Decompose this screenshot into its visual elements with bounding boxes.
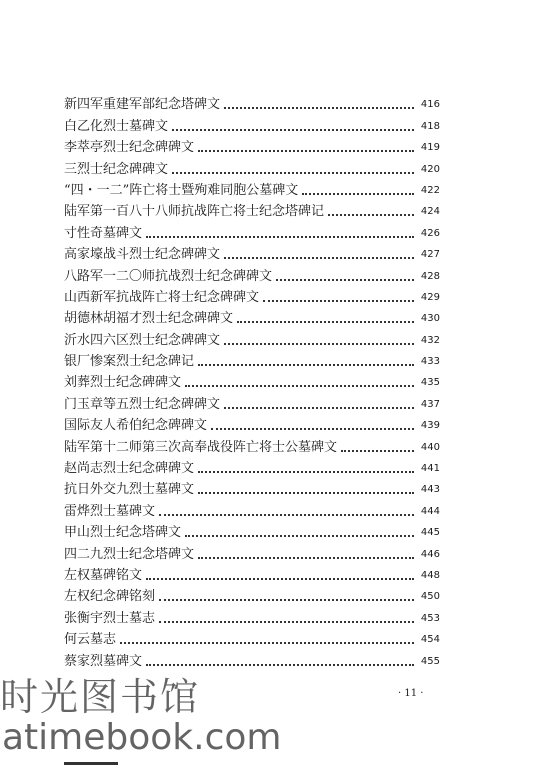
toc-entry-page: 444 — [420, 505, 440, 517]
toc-entry-page: 432 — [420, 334, 440, 346]
toc-entry-title: 左权墓碑铭文 — [64, 567, 143, 583]
toc-entry-page: 422 — [420, 184, 440, 196]
toc-entry — [64, 391, 440, 412]
toc-entry — [64, 178, 440, 199]
toc-entry-title: 刘葬烈士纪念碑碑文 — [64, 375, 182, 391]
toc-entry-title: 左权纪念碑铭刻 — [64, 589, 156, 605]
toc-entry — [64, 156, 440, 177]
toc-leader-dots — [198, 149, 414, 152]
toc-entry-title: 白乙化烈士墓碑文 — [64, 118, 169, 134]
toc-leader-dots — [224, 406, 414, 409]
toc-leader-dots — [198, 470, 414, 473]
toc-entry — [64, 605, 440, 626]
toc-entry-title: 银厂惨案烈士纪念碑记 — [64, 354, 195, 370]
toc-entry — [64, 541, 440, 562]
toc-leader-dots — [224, 256, 414, 259]
toc-entry-page: 450 — [420, 591, 440, 603]
toc-entry-title: 蔡家烈墓碑文 — [64, 653, 143, 669]
toc-leader-dots — [276, 278, 414, 281]
toc-entry-title: 门玉章等五烈士纪念碑碑文 — [64, 396, 221, 412]
toc-leader-dots — [211, 427, 414, 430]
toc-entry-page: 427 — [420, 249, 440, 261]
toc-entry-page: 441 — [420, 463, 440, 475]
toc-entry — [64, 520, 440, 541]
toc-entry-title: 山西新军抗战阵亡将士纪念碑碑文 — [64, 289, 260, 305]
toc-leader-dots — [146, 235, 414, 238]
toc-entry-page: 426 — [420, 227, 440, 239]
table-of-contents — [64, 92, 440, 670]
toc-entry-title: 国际友人希伯纪念碑碑文 — [64, 418, 208, 434]
toc-entry-page: 440 — [420, 441, 440, 453]
toc-entry — [64, 285, 440, 306]
toc-entry — [64, 434, 440, 455]
toc-leader-dots — [341, 449, 414, 452]
toc-entry-title: 何云墓志 — [64, 632, 117, 648]
toc-entry-page: 445 — [420, 527, 440, 539]
toc-leader-dots — [120, 641, 414, 644]
toc-entry-page: 435 — [420, 377, 440, 389]
toc-entry-title: “四・一二”阵亡将士暨殉难同胞公墓碑文 — [64, 182, 299, 198]
toc-entry-page: 455 — [420, 655, 440, 667]
watermark-url: atimebook.com — [2, 717, 282, 758]
toc-leader-dots — [159, 598, 414, 601]
toc-leader-dots — [172, 171, 414, 174]
toc-entry — [64, 627, 440, 648]
bottom-scan-mark — [64, 762, 118, 765]
toc-entry — [64, 584, 440, 605]
watermark-chinese: 时光图书馆 — [0, 675, 201, 719]
toc-entry — [64, 199, 440, 220]
toc-entry-page: 443 — [420, 484, 440, 496]
toc-entry-page: 418 — [420, 120, 440, 132]
toc-entry-title: 李萃亭烈士纪念碑碑文 — [64, 140, 195, 156]
toc-entry-page: 420 — [420, 163, 440, 175]
toc-entry — [64, 306, 440, 327]
toc-leader-dots — [146, 577, 414, 580]
toc-entry — [64, 563, 440, 584]
toc-leader-dots — [198, 491, 414, 494]
toc-entry — [64, 113, 440, 134]
toc-entry-title: 沂水四六区烈士纪念碑碑文 — [64, 332, 221, 348]
toc-entry — [64, 327, 440, 348]
toc-entry-title: 抗日外交九烈士墓碑文 — [64, 482, 195, 498]
toc-leader-dots — [302, 192, 414, 195]
page-number: · 11 · — [398, 688, 424, 699]
toc-entry-page: 448 — [420, 569, 440, 581]
toc-entry — [64, 135, 440, 156]
toc-entry-title: 甲山烈士纪念塔碑文 — [64, 525, 182, 541]
toc-entry-page: 454 — [420, 634, 440, 646]
toc-entry-page: 424 — [420, 206, 440, 218]
toc-entry-title: 寸性奇墓碑文 — [64, 225, 143, 241]
toc-entry-page: 419 — [420, 142, 440, 154]
toc-entry — [64, 220, 440, 241]
toc-entry — [64, 477, 440, 498]
toc-entry — [64, 413, 440, 434]
toc-entry-title: 赵尚志烈士纪念碑碑文 — [64, 461, 195, 477]
toc-leader-dots — [159, 620, 414, 623]
toc-entry-title: 陆军第十二师第三次高奉战役阵亡将士公墓碑文 — [64, 439, 338, 455]
toc-entry-page: 416 — [420, 99, 440, 111]
toc-entry — [64, 456, 440, 477]
toc-entry — [64, 498, 440, 519]
toc-leader-dots — [159, 513, 414, 516]
toc-leader-dots — [224, 106, 414, 109]
toc-entry-title: 张衡宇烈士墓志 — [64, 610, 156, 626]
toc-entry — [64, 263, 440, 284]
toc-leader-dots — [185, 534, 414, 537]
toc-entry-page: 439 — [420, 420, 440, 432]
toc-entry-page: 429 — [420, 291, 440, 303]
toc-entry-title: 新四军重建军部纪念塔碑文 — [64, 97, 221, 113]
toc-leader-dots — [198, 363, 414, 366]
toc-entry — [64, 92, 440, 113]
toc-leader-dots — [328, 213, 414, 216]
toc-leader-dots — [263, 299, 414, 302]
toc-entry-page: 433 — [420, 356, 440, 368]
toc-leader-dots — [172, 128, 414, 131]
toc-entry-page: 430 — [420, 313, 440, 325]
toc-entry — [64, 370, 440, 391]
toc-leader-dots — [185, 384, 414, 387]
toc-entry — [64, 242, 440, 263]
toc-entry-title: 胡德林胡福才烈士纪念碑碑文 — [64, 311, 234, 327]
toc-entry-page: 453 — [420, 612, 440, 624]
toc-entry-title: 四二九烈士纪念塔碑文 — [64, 546, 195, 562]
toc-leader-dots — [198, 556, 414, 559]
toc-entry-page: 437 — [420, 398, 440, 410]
toc-entry-title: 三烈士纪念碑碑文 — [64, 161, 169, 177]
toc-leader-dots — [224, 342, 414, 345]
toc-entry-title: 高家壕战斗烈士纪念碑碑文 — [64, 247, 221, 263]
toc-entry-title: 雷烨烈士墓碑文 — [64, 503, 156, 519]
toc-entry-title: 陆军第一百八十八师抗战阵亡将士纪念塔碑记 — [64, 204, 325, 220]
toc-entry-page: 428 — [420, 270, 440, 282]
toc-leader-dots — [237, 320, 414, 323]
toc-entry-title: 八路军一二〇师抗战烈士纪念碑碑文 — [64, 268, 273, 284]
toc-entry-page: 446 — [420, 548, 440, 560]
toc-entry — [64, 349, 440, 370]
